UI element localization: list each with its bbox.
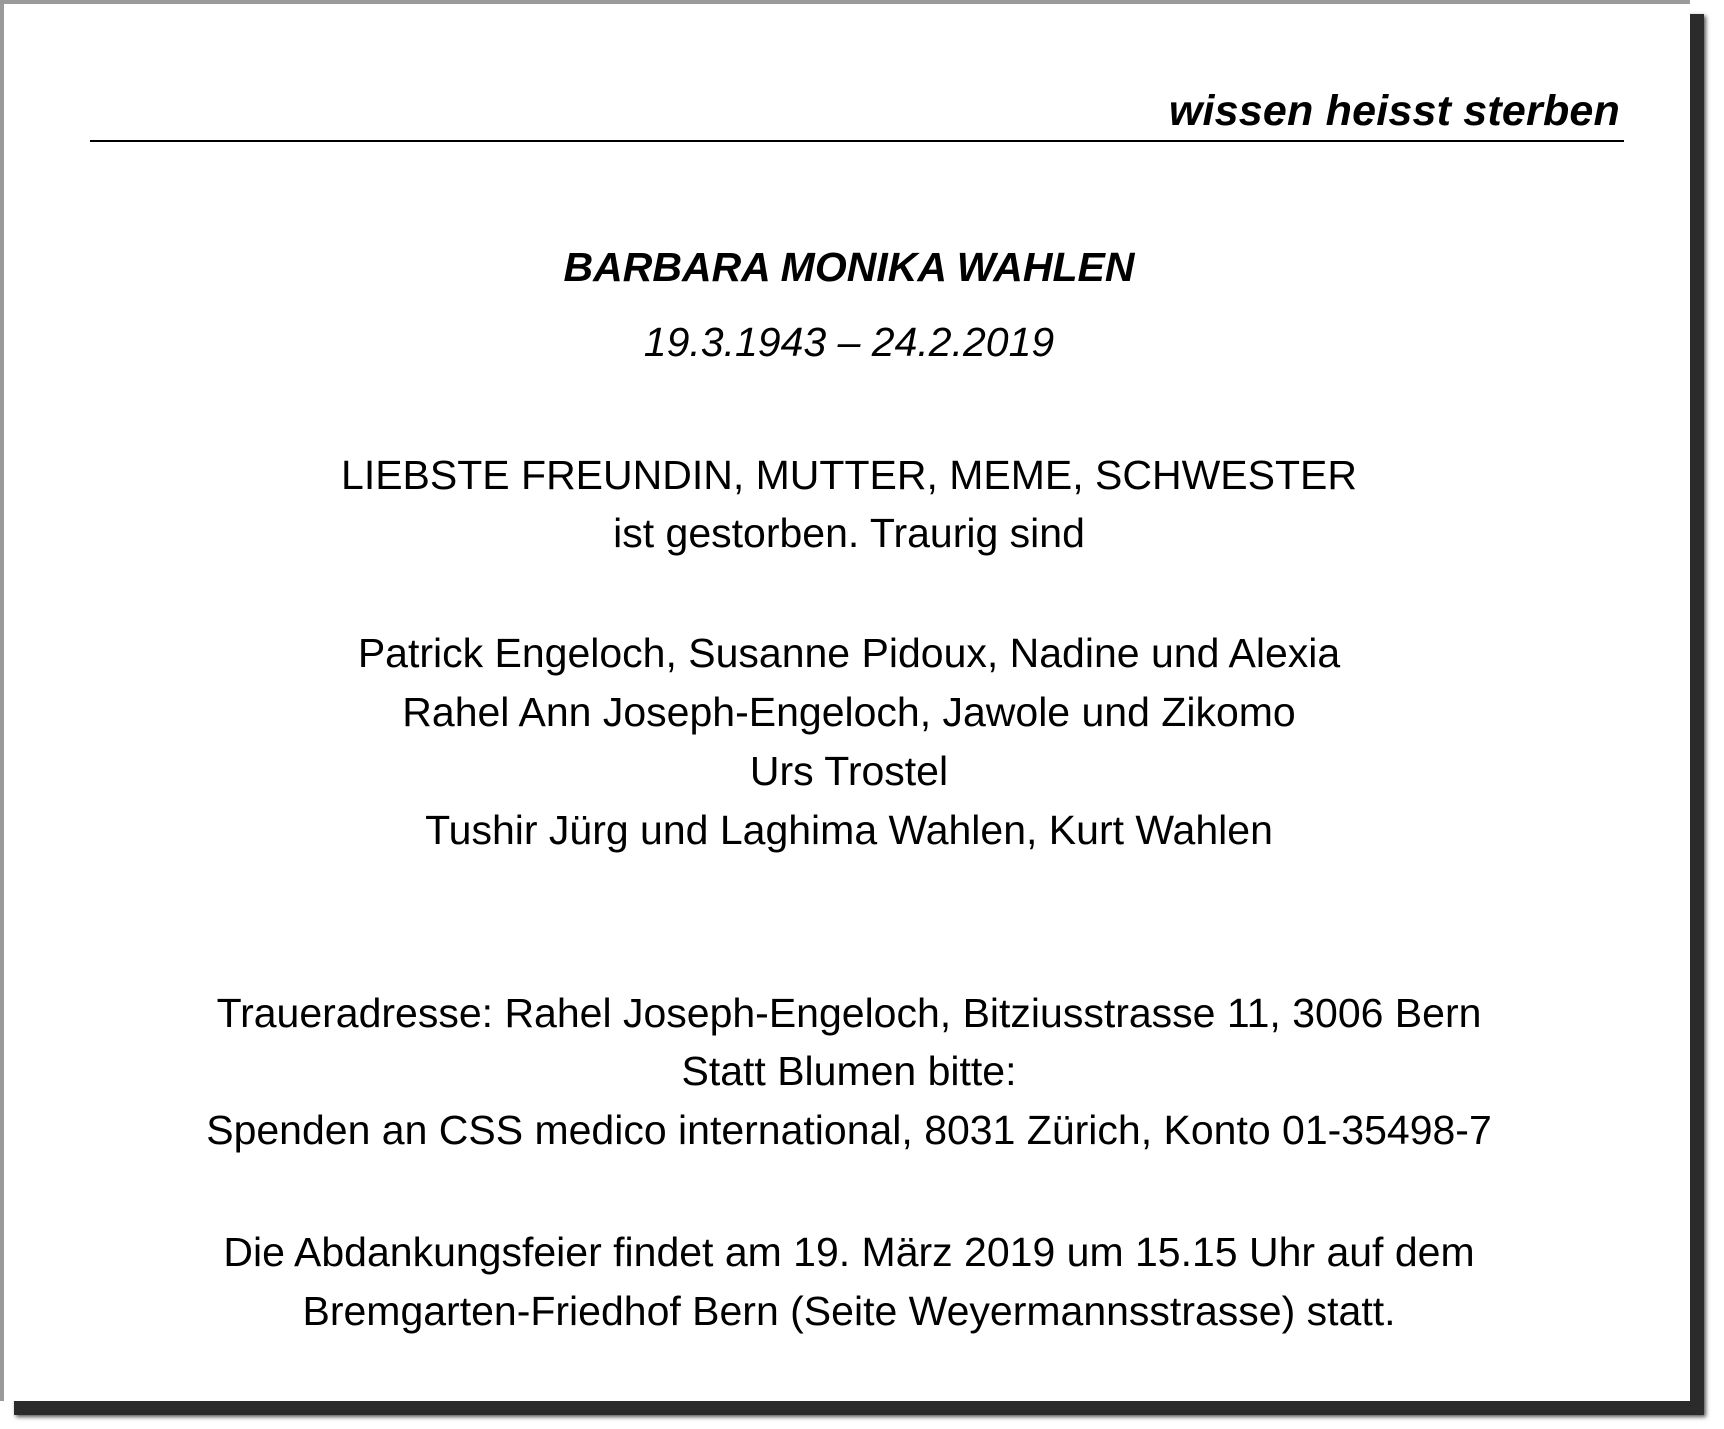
ceremony-line-1: Die Abdankungsfeier findet am 19. März 2019 um 15.15 Uhr auf dem	[223, 1229, 1475, 1275]
mourner-line: Tushir Jürg und Laghima Wahlen, Kurt Wahlen	[425, 807, 1273, 853]
header-rule	[90, 140, 1624, 142]
announcement-line-2: ist gestorben. Traurig sind	[613, 510, 1085, 556]
mourning-address: Traueradresse: Rahel Joseph-Engeloch, Bitziusstrasse 11, 3006 Bern	[216, 990, 1482, 1036]
header-motto: wissen heisst sterben	[1168, 87, 1620, 135]
announcement-line-1: LIEBSTE FREUNDIN, MUTTER, MEME, SCHWESTER	[341, 452, 1357, 498]
deceased-name: BARBARA MONIKA WAHLEN	[563, 244, 1135, 290]
ceremony-line-2: Bremgarten-Friedhof Bern (Seite Weyermannsstrasse) statt.	[302, 1288, 1396, 1334]
donation-note: Statt Blumen bitte:	[681, 1048, 1017, 1094]
mourner-line: Urs Trostel	[749, 748, 949, 794]
donation-details: Spenden an CSS medico international, 8031 Zürich, Konto 01-35498-7	[206, 1107, 1492, 1153]
mourner-line: Rahel Ann Joseph-Engeloch, Jawole und Zikomo	[402, 689, 1296, 735]
life-dates: 19.3.1943 – 24.2.2019	[643, 319, 1055, 365]
mourner-line: Patrick Engeloch, Susanne Pidoux, Nadine und Alexia	[357, 630, 1341, 676]
